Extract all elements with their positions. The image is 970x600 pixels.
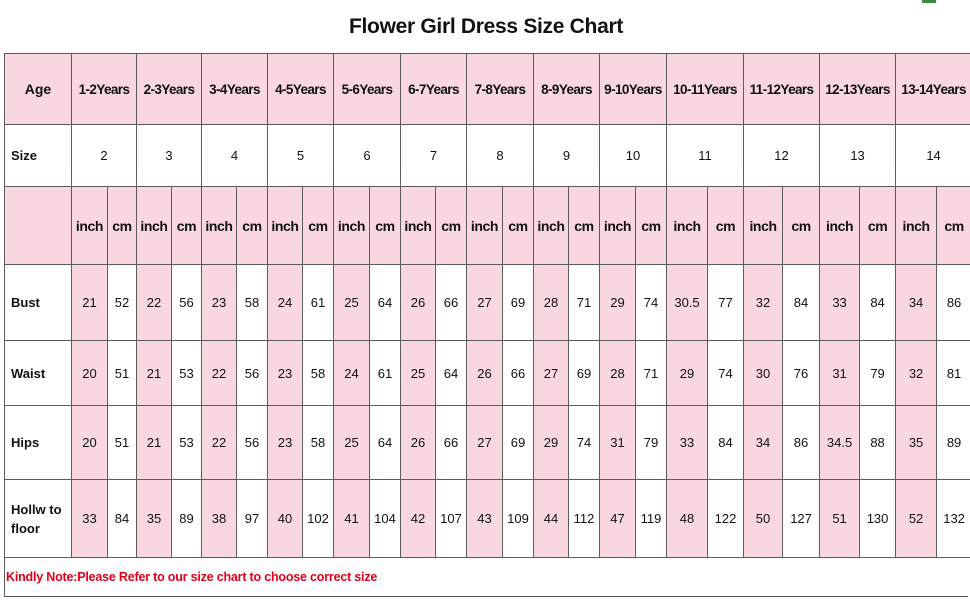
- hips-inch-cell: 20: [72, 406, 108, 480]
- unit-inch-cell: inch: [467, 187, 503, 265]
- age-header-cell: 13-14Years: [896, 54, 970, 125]
- bust-inch-cell: 21: [72, 265, 108, 341]
- unit-row: [5, 187, 970, 265]
- unit-cm-cell: cm: [503, 187, 534, 265]
- bust-inch-cell: 32: [744, 265, 783, 341]
- hips-inch-cell: 35: [896, 406, 937, 480]
- size-value-cell: 6: [334, 125, 401, 187]
- waist-inch-cell: 20: [72, 341, 108, 406]
- waist-inch-cell: 25: [401, 341, 436, 406]
- hips-inch-cell: 25: [334, 406, 370, 480]
- unit-cm-cell: cm: [237, 187, 268, 265]
- size-row: [5, 125, 970, 187]
- hips-inch-cell: 34.5: [820, 406, 860, 480]
- bust-inch-cell: 22: [137, 265, 172, 341]
- bust-inch-cell: 24: [268, 265, 303, 341]
- hollow-cm-cell: 97: [237, 480, 268, 558]
- age-header-cell: 8-9Years: [534, 54, 600, 125]
- hips-cm-cell: 56: [237, 406, 268, 480]
- unit-cm-cell: cm: [860, 187, 896, 265]
- size-label: Size: [5, 125, 72, 187]
- hollow-cm-cell: 122: [708, 480, 744, 558]
- size-value-cell: 9: [534, 125, 600, 187]
- unit-inch-cell: inch: [401, 187, 436, 265]
- unit-cm-cell: cm: [783, 187, 820, 265]
- age-header-cell: 3-4Years: [202, 54, 268, 125]
- bust-row: [5, 265, 970, 341]
- hollow-inch-cell: 42: [401, 480, 436, 558]
- bust-inch-cell: 23: [202, 265, 237, 341]
- waist-cm-cell: 56: [237, 341, 268, 406]
- bust-cm-cell: 58: [237, 265, 268, 341]
- chart-title: Flower Girl Dress Size Chart: [348, 14, 624, 38]
- bust-cm-cell: 56: [172, 265, 202, 341]
- hips-inch-cell: 22: [202, 406, 237, 480]
- hollow-row: [5, 480, 970, 558]
- waist-cm-cell: 66: [503, 341, 534, 406]
- bust-label: Bust: [5, 265, 72, 341]
- bust-inch-cell: 26: [401, 265, 436, 341]
- age-header-cell: 10-11Years: [667, 54, 744, 125]
- hips-cm-cell: 88: [860, 406, 896, 480]
- unit-cm-cell: cm: [436, 187, 467, 265]
- waist-inch-cell: 28: [600, 341, 636, 406]
- waist-inch-cell: 21: [137, 341, 172, 406]
- hollow-cm-cell: 84: [108, 480, 137, 558]
- hips-inch-cell: 27: [467, 406, 503, 480]
- unit-cm-cell: cm: [636, 187, 667, 265]
- waist-inch-cell: 31: [820, 341, 860, 406]
- bust-inch-cell: 28: [534, 265, 569, 341]
- unit-inch-cell: inch: [334, 187, 370, 265]
- unit-inch-cell: inch: [72, 187, 108, 265]
- unit-inch-cell: inch: [534, 187, 569, 265]
- hollow-cm-cell: 109: [503, 480, 534, 558]
- waist-cm-cell: 69: [569, 341, 600, 406]
- unit-row-blank: [5, 187, 72, 265]
- hollow-cm-cell: 104: [370, 480, 401, 558]
- waist-label: Waist: [5, 341, 72, 406]
- bust-cm-cell: 66: [436, 265, 467, 341]
- size-table: [4, 53, 970, 558]
- hollow-inch-cell: 38: [202, 480, 237, 558]
- waist-cm-cell: 53: [172, 341, 202, 406]
- hips-inch-cell: 34: [744, 406, 783, 480]
- age-header-cell: 6-7Years: [401, 54, 467, 125]
- hips-cm-cell: 89: [937, 406, 970, 480]
- hips-cm-cell: 51: [108, 406, 137, 480]
- hollow-inch-cell: 44: [534, 480, 569, 558]
- hollow-label: Hollw to floor: [5, 480, 72, 558]
- size-value-cell: 14: [896, 125, 970, 187]
- hollow-inch-cell: 43: [467, 480, 503, 558]
- size-value-cell: 3: [137, 125, 202, 187]
- bust-inch-cell: 33: [820, 265, 860, 341]
- age-header-cell: 12-13Years: [820, 54, 896, 125]
- hollow-inch-cell: 47: [600, 480, 636, 558]
- hollow-cm-cell: 132: [937, 480, 970, 558]
- bust-inch-cell: 30.5: [667, 265, 708, 341]
- unit-cm-cell: cm: [370, 187, 401, 265]
- size-value-cell: 5: [268, 125, 334, 187]
- waist-inch-cell: 30: [744, 341, 783, 406]
- hollow-inch-cell: 33: [72, 480, 108, 558]
- unit-inch-cell: inch: [820, 187, 860, 265]
- bust-cm-cell: 61: [303, 265, 334, 341]
- unit-inch-cell: inch: [202, 187, 237, 265]
- unit-inch-cell: inch: [268, 187, 303, 265]
- hollow-inch-cell: 52: [896, 480, 937, 558]
- bust-cm-cell: 52: [108, 265, 137, 341]
- hollow-inch-cell: 35: [137, 480, 172, 558]
- hollow-cm-cell: 89: [172, 480, 202, 558]
- age-header-cell: 1-2Years: [72, 54, 137, 125]
- hips-inch-cell: 23: [268, 406, 303, 480]
- hollow-inch-cell: 48: [667, 480, 708, 558]
- size-value-cell: 8: [467, 125, 534, 187]
- unit-cm-cell: cm: [708, 187, 744, 265]
- size-value-cell: 12: [744, 125, 820, 187]
- unit-cm-cell: cm: [569, 187, 600, 265]
- waist-inch-cell: 26: [467, 341, 503, 406]
- bust-inch-cell: 34: [896, 265, 937, 341]
- hips-inch-cell: 29: [534, 406, 569, 480]
- bust-cm-cell: 69: [503, 265, 534, 341]
- unit-cm-cell: cm: [108, 187, 137, 265]
- waist-cm-cell: 58: [303, 341, 334, 406]
- bust-cm-cell: 84: [783, 265, 820, 341]
- age-header-cell: 4-5Years: [268, 54, 334, 125]
- hollow-cm-cell: 127: [783, 480, 820, 558]
- hollow-cm-cell: 130: [860, 480, 896, 558]
- size-value-cell: 2: [72, 125, 137, 187]
- size-value-cell: 4: [202, 125, 268, 187]
- waist-cm-cell: 76: [783, 341, 820, 406]
- unit-cm-cell: cm: [937, 187, 970, 265]
- unit-cm-cell: cm: [303, 187, 334, 265]
- age-header-cell: 9-10Years: [600, 54, 667, 125]
- bust-cm-cell: 74: [636, 265, 667, 341]
- waist-inch-cell: 29: [667, 341, 708, 406]
- hollow-cm-cell: 102: [303, 480, 334, 558]
- age-label: Age: [5, 54, 72, 125]
- waist-inch-cell: 23: [268, 341, 303, 406]
- hips-cm-cell: 66: [436, 406, 467, 480]
- unit-cm-cell: cm: [172, 187, 202, 265]
- hollow-inch-cell: 51: [820, 480, 860, 558]
- waist-cm-cell: 64: [436, 341, 467, 406]
- size-value-cell: 7: [401, 125, 467, 187]
- waist-cm-cell: 51: [108, 341, 137, 406]
- waist-inch-cell: 32: [896, 341, 937, 406]
- hollow-inch-cell: 50: [744, 480, 783, 558]
- waist-inch-cell: 22: [202, 341, 237, 406]
- unit-inch-cell: inch: [137, 187, 172, 265]
- size-value-cell: 11: [667, 125, 744, 187]
- hips-inch-cell: 31: [600, 406, 636, 480]
- hips-inch-cell: 33: [667, 406, 708, 480]
- unit-inch-cell: inch: [667, 187, 708, 265]
- hollow-inch-cell: 41: [334, 480, 370, 558]
- hollow-inch-cell: 40: [268, 480, 303, 558]
- bust-inch-cell: 29: [600, 265, 636, 341]
- unit-inch-cell: inch: [600, 187, 636, 265]
- bust-cm-cell: 86: [937, 265, 970, 341]
- size-note: Kindly Note:Please Refer to our size chart to choose correct size: [6, 569, 378, 584]
- age-header-cell: 11-12Years: [744, 54, 820, 125]
- hollow-cm-cell: 119: [636, 480, 667, 558]
- age-row: [5, 54, 970, 125]
- hips-cm-cell: 74: [569, 406, 600, 480]
- hips-cm-cell: 53: [172, 406, 202, 480]
- waist-row: [5, 341, 970, 406]
- bust-cm-cell: 77: [708, 265, 744, 341]
- hips-cm-cell: 79: [636, 406, 667, 480]
- size-value-cell: 13: [820, 125, 896, 187]
- bust-inch-cell: 25: [334, 265, 370, 341]
- bust-inch-cell: 27: [467, 265, 503, 341]
- unit-inch-cell: inch: [896, 187, 937, 265]
- hips-row: [5, 406, 970, 480]
- bust-cm-cell: 84: [860, 265, 896, 341]
- waist-cm-cell: 81: [937, 341, 970, 406]
- waist-inch-cell: 27: [534, 341, 569, 406]
- size-value-cell: 10: [600, 125, 667, 187]
- age-header-cell: 2-3Years: [137, 54, 202, 125]
- waist-cm-cell: 74: [708, 341, 744, 406]
- waist-inch-cell: 24: [334, 341, 370, 406]
- hips-cm-cell: 69: [503, 406, 534, 480]
- hips-inch-cell: 26: [401, 406, 436, 480]
- age-header-cell: 7-8Years: [467, 54, 534, 125]
- waist-cm-cell: 79: [860, 341, 896, 406]
- waist-cm-cell: 61: [370, 341, 401, 406]
- hips-cm-cell: 86: [783, 406, 820, 480]
- hips-cm-cell: 84: [708, 406, 744, 480]
- hollow-cm-cell: 112: [569, 480, 600, 558]
- bust-cm-cell: 64: [370, 265, 401, 341]
- hollow-cm-cell: 107: [436, 480, 467, 558]
- waist-cm-cell: 71: [636, 341, 667, 406]
- hips-label: Hips: [5, 406, 72, 480]
- unit-inch-cell: inch: [744, 187, 783, 265]
- bust-cm-cell: 71: [569, 265, 600, 341]
- hips-cm-cell: 58: [303, 406, 334, 480]
- hips-inch-cell: 21: [137, 406, 172, 480]
- hips-cm-cell: 64: [370, 406, 401, 480]
- note-row: [4, 557, 968, 597]
- age-header-cell: 5-6Years: [334, 54, 401, 125]
